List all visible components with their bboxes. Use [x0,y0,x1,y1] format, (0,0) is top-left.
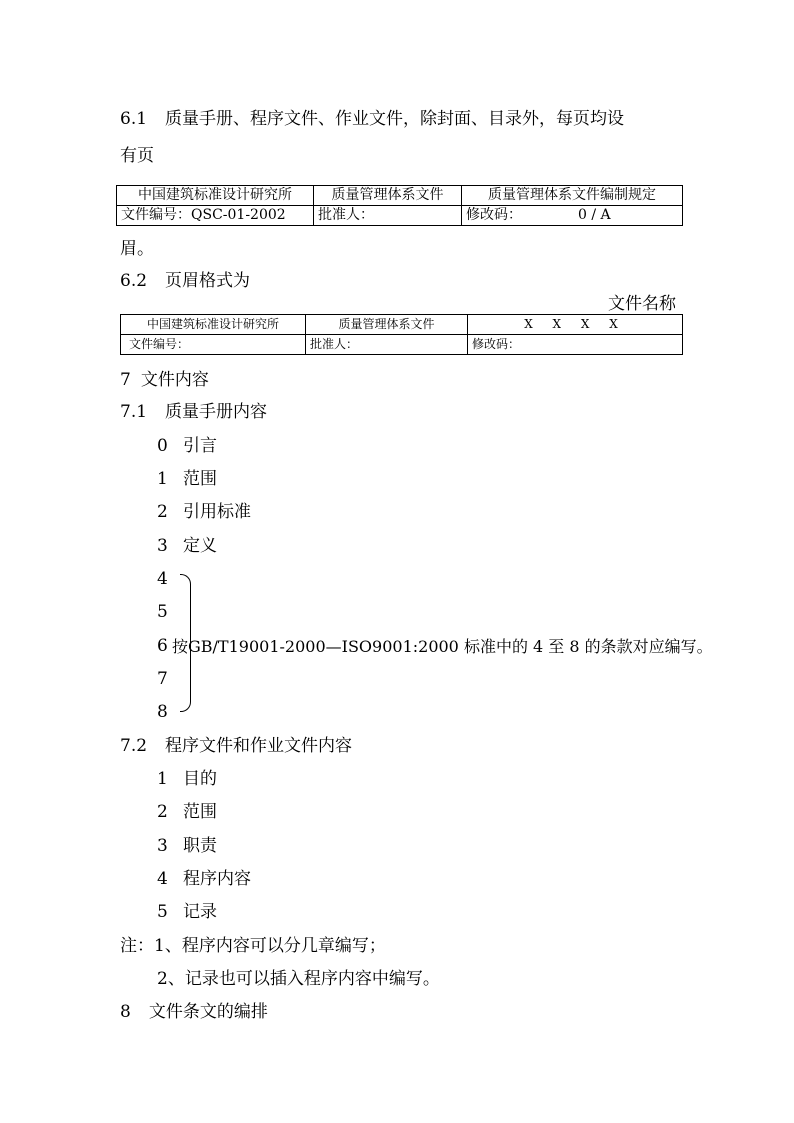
iso-clause-note: 按GB/T19001-2000—ISO9001:2000 标准中的 4 至 8 的条款对应编写。 [172,637,713,656]
header-template-system: 质量管理体系文件 [306,315,468,335]
header-template-revision: 修改码： [468,335,683,355]
sec7-number: 7 [120,370,131,390]
sec6-1-text: 质量手册、程序文件、作业文件，除封面、目录外，每页均设 [165,109,625,129]
header-example-row1 [117,186,683,206]
list-item [157,768,217,790]
bare-number: 7 [157,669,168,689]
item-number: 0 [157,436,168,456]
header-example-system: 质量管理体系文件 [314,186,462,206]
bare-number: 6 [157,636,168,656]
sec8-title: 文件条文的编排 [148,1002,268,1022]
header-example-revision [462,206,683,226]
sec6-2-number: 6.2 [120,271,148,291]
sec6-2-text: 页眉格式为 [165,271,251,291]
header-template-org: 中国建筑标准设计研究所 [121,315,306,335]
bare-number: 5 [157,602,168,622]
revision-label: 修改码： [466,207,522,223]
bare-number: 8 [157,702,168,722]
note-label: 注： [120,936,154,956]
item-text: 范围 [183,802,217,822]
header-example-docno: 文件编号：QSC-01-2002 [117,206,314,226]
item-text: 记录 [183,902,217,922]
sec8-heading [120,1001,268,1023]
sec7-1-heading [120,401,267,423]
sec7-2-title: 程序文件和作业文件内容 [165,736,353,756]
item-text: 目的 [183,769,217,789]
list-item [157,835,217,857]
sec7-title: 文件内容 [140,370,209,390]
header-template-docno: 文件编号： [121,335,306,355]
bare-number: 4 [157,569,168,589]
item-text: 定义 [183,536,217,556]
item-number: 2 [157,502,168,522]
sec6-1-line [120,108,624,130]
header-example-org: 中国建筑标准设计研究所 [117,186,314,206]
doc-name-caption: 文件名称 [608,294,676,314]
item-number: 2 [157,802,168,822]
revision-value: 0 / A [578,207,611,223]
item-number: 3 [157,536,168,556]
item-text: 程序内容 [183,869,251,889]
note-1 [120,935,386,957]
header-template-table [120,314,683,355]
header-example-approver: 批准人： [314,206,462,226]
item-text: 引言 [183,436,217,456]
sec6-1-number: 6.1 [120,109,148,129]
sec7-2-heading [120,735,352,757]
sec8-number: 8 [120,1002,131,1022]
item-number: 1 [157,769,168,789]
header-template-row2 [121,335,683,355]
item-number: 1 [157,469,168,489]
list-item [157,535,217,557]
note-1-text: 1、程序内容可以分几章编写； [154,936,386,956]
list-item [157,901,217,923]
note-2: 2、记录也可以插入程序内容中编写。 [157,969,440,989]
sec6-1-tail: 眉。 [120,239,154,259]
header-example-row2 [117,206,683,226]
header-template-placeholder: X X X X [468,315,683,335]
list-item [157,501,251,523]
item-text: 职责 [183,836,217,856]
header-example-table [116,185,683,226]
sec7-1-title: 质量手册内容 [165,402,268,422]
header-template-approver: 批准人： [306,335,468,355]
list-item [157,868,251,890]
sec7-2-number: 7.2 [120,736,148,756]
sec6-2-line [120,270,250,292]
item-text: 引用标准 [183,502,251,522]
item-text: 范围 [183,469,217,489]
sec6-1-continuation: 有页 [120,146,154,166]
item-number: 5 [157,902,168,922]
list-item [157,468,217,490]
sec7-1-number: 7.1 [120,402,148,422]
header-template-row1 [121,315,683,335]
item-number: 4 [157,869,168,889]
item-number: 3 [157,836,168,856]
list-item [157,435,217,457]
list-item [157,801,217,823]
header-example-title: 质量管理体系文件编制规定 [462,186,683,206]
sec7-heading [120,369,209,391]
